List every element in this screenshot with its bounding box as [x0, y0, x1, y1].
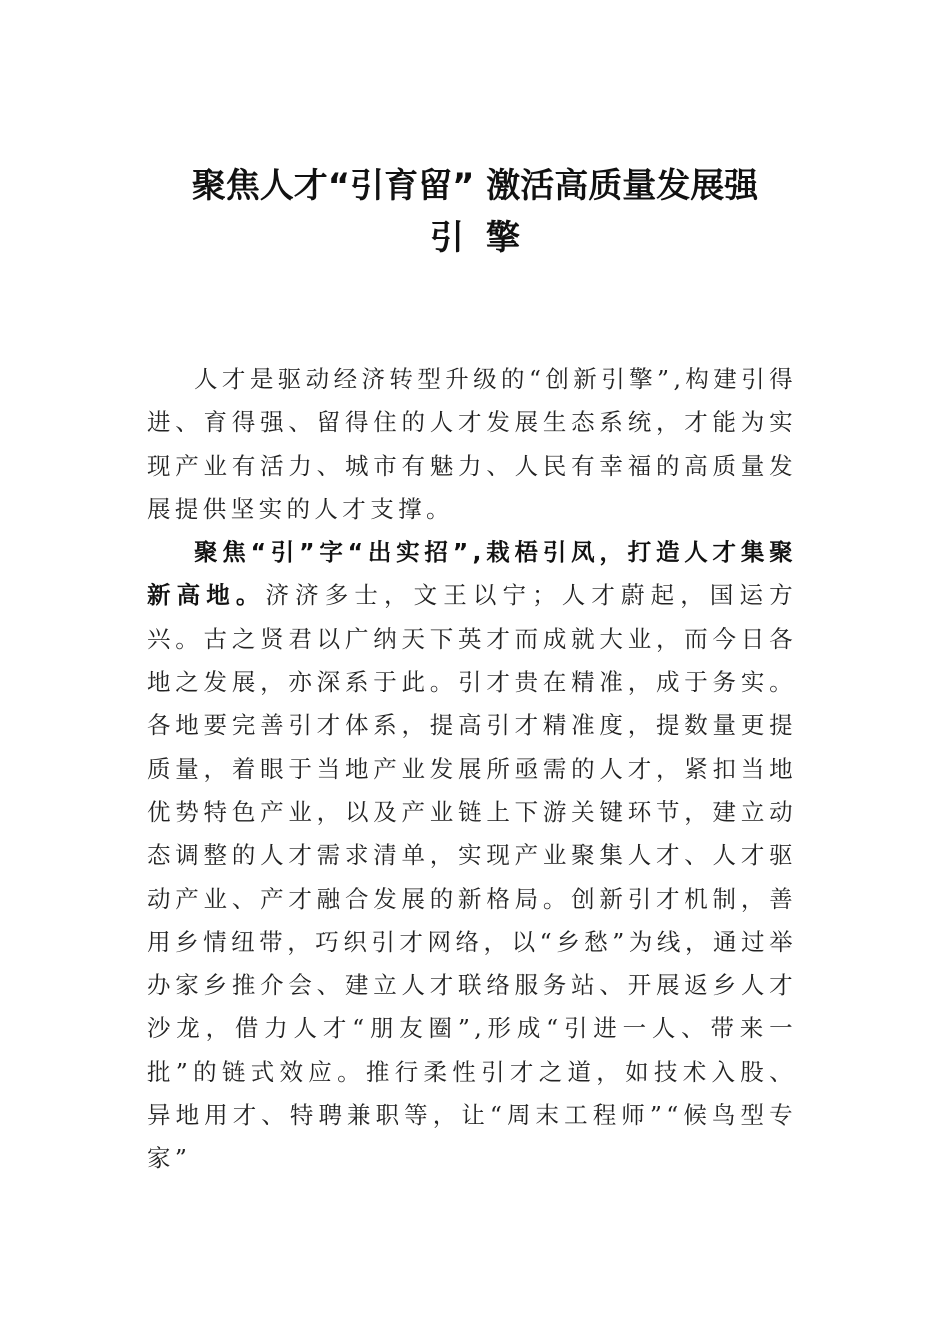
title-line-2: 引擎	[430, 218, 542, 258]
paragraph-body-text: 济济多士，文王以宁；人才蔚起，国运方兴。古之贤君以广纳天下英才而成就大业，而今日各地之发展，亦深系于此。引才贵在精准，成于务实。各地要完善引才体系，提高引才精准度，提数量更提质量，着眼于当地产业发展所亟需的人才，紧扣当地优势特色产业，以及产业链上下游关键环节，建立动态调整的人才需求清单，实现产业聚集人才、人才驱动产业、产才融合发展的新格局。创新引才机制，善用乡情纽带，巧织引才网络，以“乡愁”为线，通过举办家乡推介会、建立人才联络服务站、开展返乡人才沙龙，借力人才“朋友圈”,形成“引进一人、带来一批”的链式效应。推行柔性引才之道，如技术入股、异地用才、特聘兼职等，让“周末工程师”“候鸟型专家”	[147, 581, 797, 1173]
document-body	[147, 358, 797, 1181]
paragraph-lead-heading: 聚焦“引”字“出实招”,栽梧引凤，打造人才集聚新高地。	[147, 538, 797, 610]
document-title	[140, 160, 810, 264]
paragraph-attract-talent	[147, 531, 797, 1180]
title-line-1: 聚焦人才“引育留” 激活高质量发展强	[191, 166, 759, 206]
paragraph-intro: 人才是驱动经济转型升级的“创新引擎”,构建引得进、育得强、留得住的人才发展生态系统，才能为实现产业有活力、城市有魅力、人民有幸福的高质量发展提供坚实的人才支撑。	[147, 365, 797, 523]
